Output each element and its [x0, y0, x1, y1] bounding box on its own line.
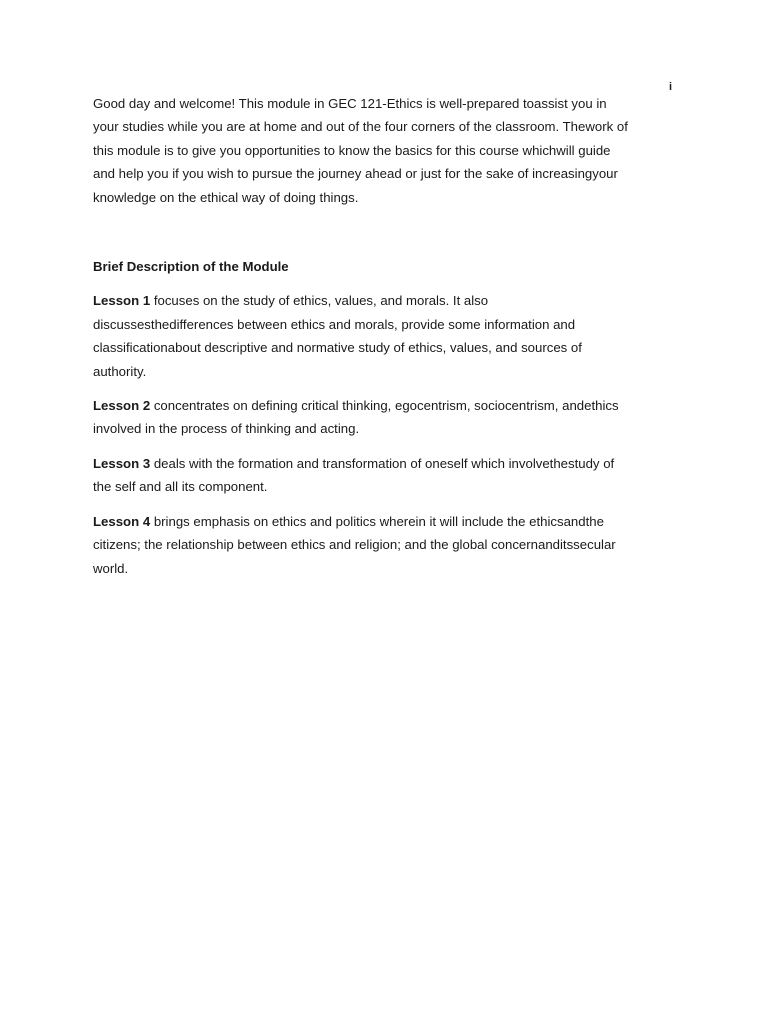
lesson-line: discussesthedifferences between ethics and morals, provide some information and: [93, 316, 576, 332]
intro-line: your studies while you are at home and out of the four corners of the classroom. Thework of: [93, 119, 628, 135]
lesson-line: concentrates on defining critical thinking, egocentrism, sociocentrism, andethics: [150, 398, 619, 414]
intro-paragraph: [93, 92, 683, 209]
section-heading: Brief Description of the Module: [93, 259, 289, 275]
lesson-2-paragraph: [93, 394, 683, 441]
lesson-line: involved in the process of thinking and acting.: [93, 421, 360, 437]
intro-line: and help you if you wish to pursue the journey ahead or just for the sake of increasingyour: [93, 166, 618, 182]
lesson-line: authority.: [93, 363, 147, 379]
lesson-line: citizens; the relationship between ethics and religion; and the global concernanditssecular: [93, 537, 616, 553]
lesson-1-paragraph: [93, 289, 683, 383]
lesson-line: focuses on the study of ethics, values, and morals. It also: [150, 293, 489, 309]
lesson-line: classificationabout descriptive and normative study of ethics, values, and sources of: [93, 340, 582, 356]
lesson-4-label: Lesson 4: [93, 513, 151, 529]
page-number: i: [669, 81, 673, 93]
lesson-line: the self and all its component.: [93, 479, 268, 495]
intro-line: Good day and welcome! This module in GEC 121-Ethics is well-prepared toassist you in: [93, 96, 607, 111]
lesson-3-label: Lesson 3: [93, 455, 151, 471]
intro-line: this module is to give you opportunities to know the basics for this course whichwill guide: [93, 142, 611, 158]
lesson-2-label: Lesson 2: [93, 398, 151, 414]
lesson-1-label: Lesson 1: [93, 293, 151, 309]
intro-line: knowledge on the ethical way of doing things.: [93, 189, 359, 205]
lesson-4-paragraph: [93, 510, 683, 580]
lesson-line: deals with the formation and transformation of oneself which involvethestudy of: [150, 455, 615, 471]
lesson-line: world.: [93, 560, 129, 576]
lesson-line: brings emphasis on ethics and politics wherein it will include the ethicsandthe: [150, 513, 604, 529]
lesson-3-paragraph: [93, 452, 683, 499]
document-body: [93, 92, 683, 580]
